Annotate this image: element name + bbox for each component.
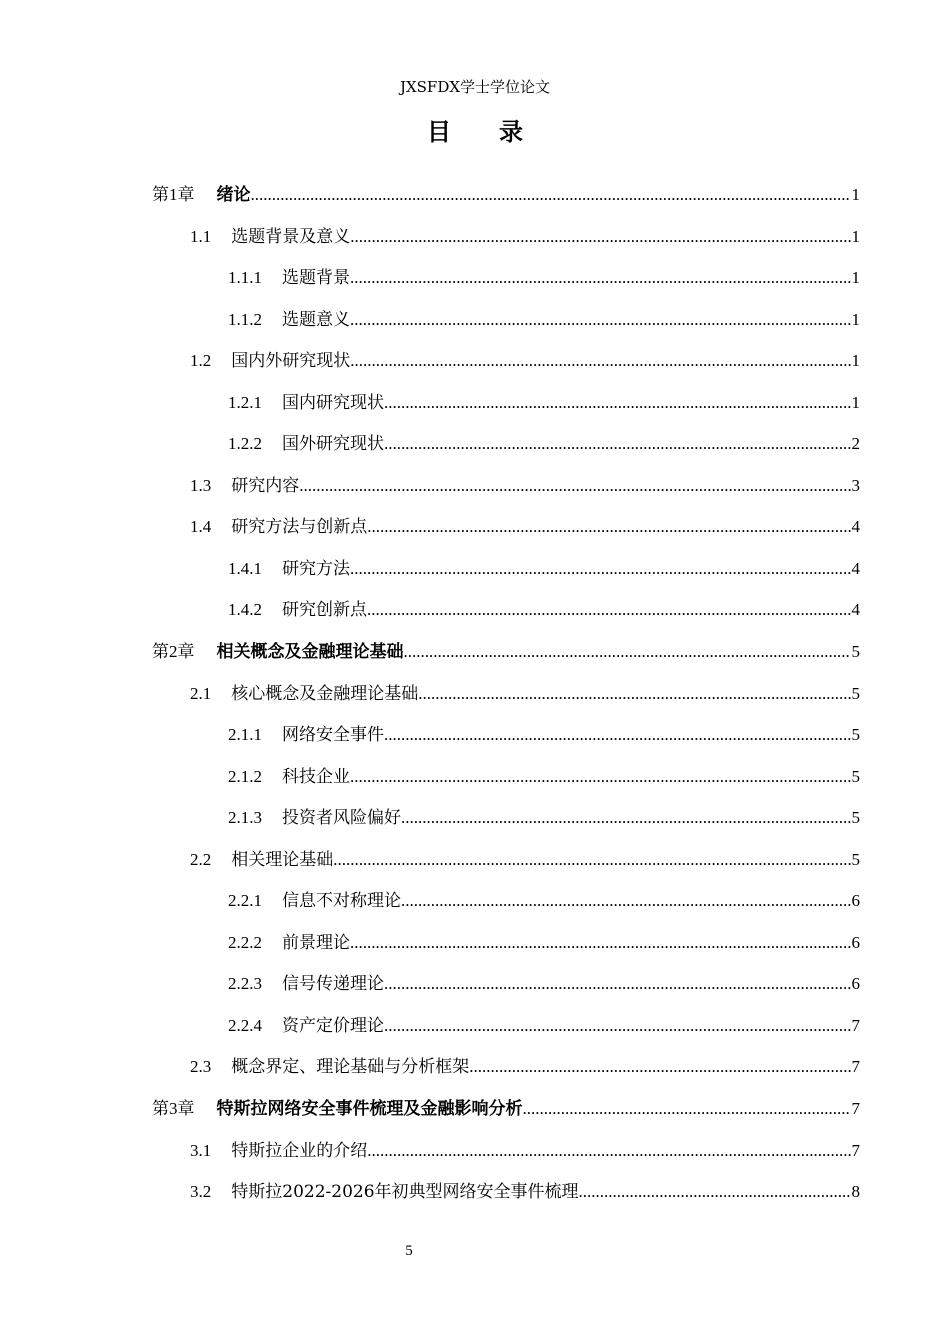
toc-dot-leader (350, 551, 851, 587)
toc-entry-title: 国内外研究现状 (231, 351, 351, 372)
toc-entry-title: 研究创新点 (282, 600, 367, 621)
toc-entry-title: 特斯拉2022-2026年初典型网络安全事件梳理 (231, 1182, 579, 1203)
toc-entry[interactable] (152, 509, 860, 551)
toc-dot-leader (251, 177, 851, 213)
toc-dot-leader (384, 385, 851, 421)
toc-entry-page: 2 (851, 434, 860, 454)
toc-entry-page: 4 (851, 558, 860, 578)
toc-entry-title: 研究方法与创新点 (231, 517, 368, 538)
page-number: 5 (405, 1243, 413, 1259)
toc-entry-number: 1.1.1 (228, 268, 262, 288)
toc-entry[interactable] (152, 800, 860, 842)
toc-entry-page: 4 (851, 600, 860, 620)
toc-entry-page: 1 (851, 392, 860, 412)
toc-entry[interactable] (152, 1008, 860, 1050)
toc-entry-title: 选题背景 (282, 268, 350, 289)
toc-entry-number: 2.3 (190, 1057, 212, 1077)
toc-entry-number: 2.1.2 (228, 766, 262, 786)
toc-entry-number: 2.2 (190, 849, 212, 869)
page-header: JXSFDX学士学位论文 (399, 78, 551, 96)
toc-entry-number: 第2章 (152, 642, 195, 662)
toc-entry-page: 5 (851, 808, 860, 828)
toc-entry-number: 1.2.2 (228, 434, 262, 454)
toc-entry[interactable] (152, 1091, 860, 1133)
toc-entry[interactable] (152, 966, 860, 1008)
toc-entry[interactable] (152, 1174, 860, 1216)
toc-entry[interactable] (152, 302, 860, 344)
toc-entry[interactable] (152, 676, 860, 718)
toc-entry-page: 7 (851, 1015, 860, 1035)
toc-entry[interactable] (152, 1133, 860, 1175)
toc-entry-number: 1.4 (190, 517, 212, 537)
toc-entry-number: 2.2.3 (228, 974, 262, 994)
toc-entry-title: 特斯拉企业的介绍 (231, 1140, 368, 1161)
toc-entry[interactable] (152, 925, 860, 967)
toc-entry-page: 7 (851, 1057, 860, 1077)
toc-entry[interactable] (152, 426, 860, 468)
toc-entry-title: 相关理论基础 (231, 849, 334, 870)
toc-dot-leader (384, 966, 851, 1002)
toc-entry-number: 1.1 (190, 226, 212, 246)
toc-dot-leader (367, 1133, 850, 1169)
toc-entry[interactable] (152, 385, 860, 427)
toc-entry-page: 5 (851, 849, 860, 869)
toc-dot-leader (523, 1091, 851, 1127)
toc-dot-leader (404, 634, 851, 670)
toc-entry-title: 信号传递理论 (282, 974, 384, 995)
toc-entry-page: 7 (851, 1140, 860, 1160)
toc-entry-number: 2.2.4 (228, 1015, 262, 1035)
toc-entry[interactable] (152, 1049, 860, 1091)
toc-dot-leader (333, 842, 850, 878)
toc-entry[interactable] (152, 551, 860, 593)
toc-dot-leader (350, 759, 851, 795)
toc-entry-page: 8 (851, 1182, 860, 1202)
toc-entry-number: 1.4.2 (228, 600, 262, 620)
toc-entry[interactable] (152, 759, 860, 801)
toc-dot-leader (367, 509, 850, 545)
toc-dot-leader (350, 925, 851, 961)
toc-entry-page: 5 (851, 642, 860, 662)
toc-entry[interactable] (152, 177, 860, 219)
toc-dot-leader (367, 592, 851, 628)
toc-dot-leader (384, 1008, 851, 1044)
toc-entry-title: 选题背景及意义 (231, 226, 351, 247)
toc-entry-page: 7 (851, 1099, 860, 1119)
toc-dot-leader (401, 800, 851, 836)
toc-entry-page: 6 (851, 932, 860, 952)
toc-entry-number: 2.2.2 (228, 932, 262, 952)
toc-entry-title: 特斯拉网络安全事件梳理及金融影响分析 (216, 1099, 523, 1120)
toc-entry-page: 1 (851, 309, 860, 329)
toc-entry-title: 科技企业 (282, 766, 350, 787)
toc-dot-leader (384, 426, 851, 462)
toc-entry-number: 2.1 (190, 683, 212, 703)
toc-dot-leader (350, 219, 850, 255)
toc-dot-leader (350, 343, 850, 379)
toc-entry-number: 2.1.3 (228, 808, 262, 828)
toc-entry-title: 国内研究现状 (282, 392, 384, 413)
toc-entry-number: 第3章 (152, 1099, 195, 1119)
toc-entry-title: 相关概念及金融理论基础 (216, 642, 404, 663)
toc-entry[interactable] (152, 219, 860, 261)
toc-entry[interactable] (152, 343, 860, 385)
toc-dot-leader (579, 1174, 851, 1210)
toc-entry-title: 投资者风险偏好 (282, 808, 401, 829)
toc-entry-number: 2.2.1 (228, 891, 262, 911)
toc-entry-page: 3 (851, 475, 860, 495)
toc-entry-number: 1.4.1 (228, 558, 262, 578)
toc-entry-page: 1 (851, 185, 860, 204)
toc-entry-title: 研究内容 (231, 475, 300, 496)
toc-entry[interactable] (152, 592, 860, 634)
toc-entry-number: 3.1 (190, 1140, 212, 1160)
toc-entry-number: 1.2.1 (228, 392, 262, 412)
toc-dot-leader (384, 717, 851, 753)
toc-entry-page: 6 (851, 891, 860, 911)
toc-entry[interactable] (152, 883, 860, 925)
toc-dot-leader (299, 468, 850, 504)
toc-entry-page: 1 (851, 268, 860, 288)
toc-entry-page: 5 (851, 766, 860, 786)
toc-entry[interactable] (152, 468, 860, 510)
toc-entry[interactable] (152, 634, 860, 676)
toc-entry-title: 研究方法 (282, 558, 350, 579)
toc-dot-leader (350, 302, 851, 338)
toc-entry-title: 网络安全事件 (282, 725, 384, 746)
toc-entry-title: 资产定价理论 (282, 1015, 384, 1036)
toc-entry[interactable] (152, 717, 860, 759)
toc-dot-leader (401, 883, 851, 919)
toc-entry-title: 国外研究现状 (282, 434, 384, 455)
toc-entry-title: 概念界定、理论基础与分析框架 (231, 1057, 470, 1078)
toc-entry[interactable] (152, 260, 860, 302)
toc-entry-number: 3.2 (190, 1182, 212, 1202)
toc-title: 目录 (427, 118, 571, 146)
toc-dot-leader (469, 1049, 850, 1085)
toc-entry-number: 1.3 (190, 475, 212, 495)
toc-entry-page: 5 (851, 683, 860, 703)
toc-entry-title: 前景理论 (282, 932, 350, 953)
toc-entry-page: 5 (851, 725, 860, 745)
toc-entry-title: 信息不对称理论 (282, 891, 401, 912)
table-of-contents (152, 177, 860, 1216)
toc-entry-title: 选题意义 (282, 309, 350, 330)
toc-entry-title: 核心概念及金融理论基础 (231, 683, 419, 704)
toc-entry-number: 第1章 (152, 185, 195, 204)
toc-entry-page: 4 (851, 517, 860, 537)
toc-entry-number: 1.2 (190, 351, 212, 371)
toc-entry-page: 6 (851, 974, 860, 994)
toc-entry-page: 1 (851, 226, 860, 246)
toc-dot-leader (418, 676, 850, 712)
toc-entry-number: 2.1.1 (228, 725, 262, 745)
toc-entry-number: 1.1.2 (228, 309, 262, 329)
toc-dot-leader (350, 260, 851, 296)
toc-entry-title: 绪论 (216, 185, 251, 205)
toc-entry[interactable] (152, 842, 860, 884)
toc-entry-page: 1 (851, 351, 860, 371)
